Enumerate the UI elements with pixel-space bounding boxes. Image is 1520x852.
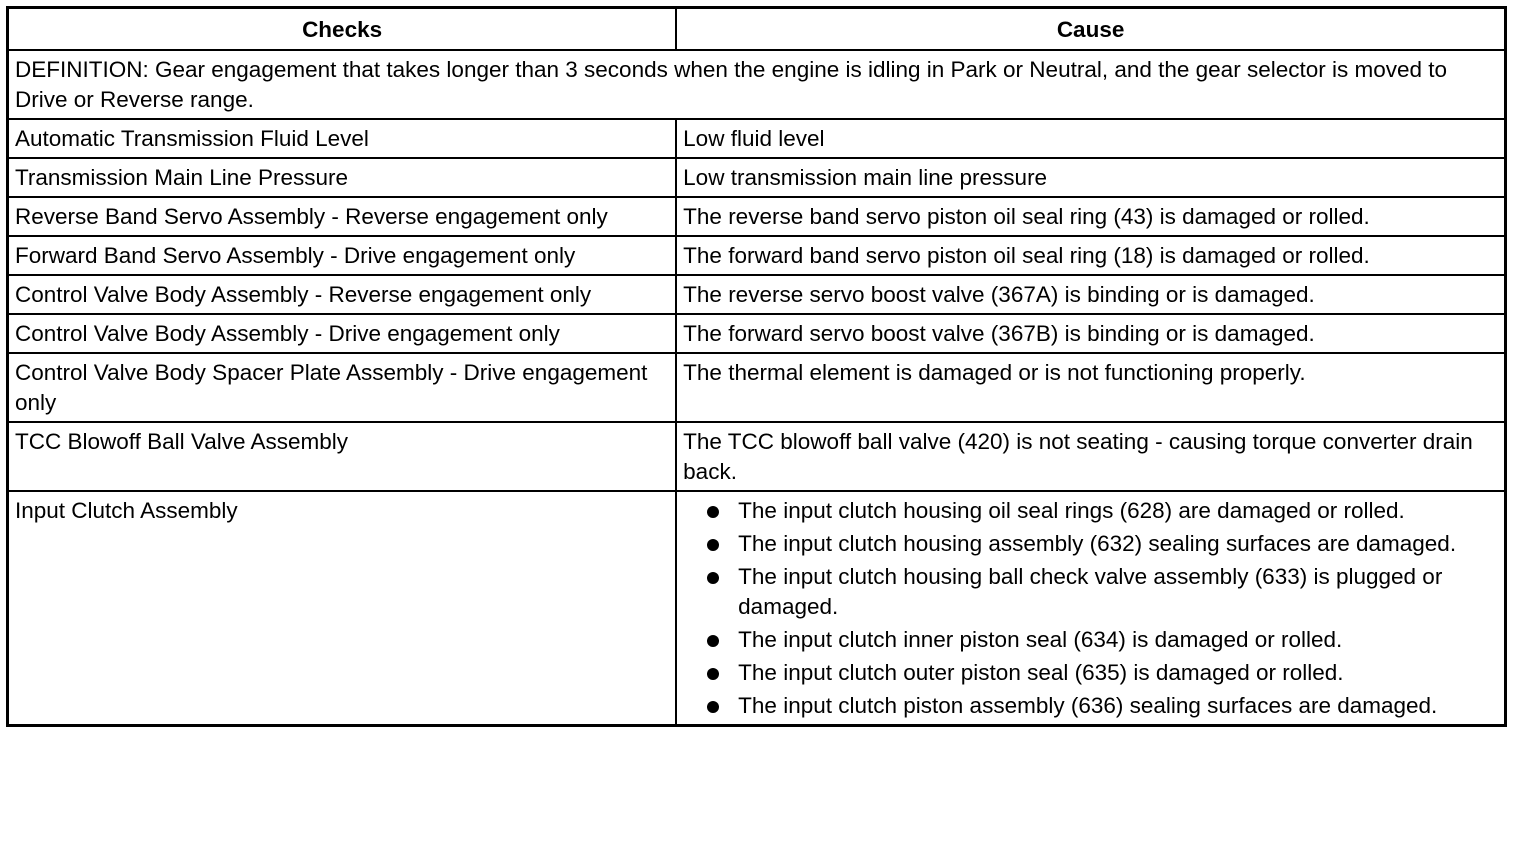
header-row [8,8,1506,51]
bullet-icon [707,668,719,680]
check-cell: Forward Band Servo Assembly - Drive engagement only [8,236,677,275]
cause-cell: The reverse servo boost valve (367A) is binding or is damaged. [676,275,1505,314]
table-row [8,275,1506,314]
diagnostic-table-page [6,6,1507,846]
bullet-icon [707,539,719,551]
check-cell: Control Valve Body Assembly - Drive engagement only [8,314,677,353]
table-row [8,422,1506,491]
cause-bullet-item [701,562,1498,622]
header-checks: Checks [8,8,677,51]
definition-row [8,50,1506,119]
diagnostic-table [6,6,1507,727]
cause-bullet-text: The input clutch inner piston seal (634) is damaged or rolled. [738,627,1343,652]
check-cell: Control Valve Body Assembly - Reverse engagement only [8,275,677,314]
table-row [8,158,1506,197]
cause-bullet-item [701,529,1498,559]
check-cell: TCC Blowoff Ball Valve Assembly [8,422,677,491]
cause-cell: The forward band servo piston oil seal ring (18) is damaged or rolled. [676,236,1505,275]
bullet-icon [707,701,719,713]
check-cell: Input Clutch Assembly [8,491,677,726]
table-row [8,236,1506,275]
cause-bullet-list [683,496,1498,721]
check-cell: Reverse Band Servo Assembly - Reverse engagement only [8,197,677,236]
table-row [8,314,1506,353]
cause-bullet-text: The input clutch housing assembly (632) sealing surfaces are damaged. [738,531,1457,556]
cause-cell: The thermal element is damaged or is not functioning properly. [676,353,1505,422]
definition-text: DEFINITION: Gear engagement that takes longer than 3 seconds when the engine is idling in Park or Neutral, and the gear selector is moved to Drive or Reverse range. [8,50,1506,119]
bullet-icon [707,635,719,647]
cause-cell-list [676,491,1505,726]
table-row [8,353,1506,422]
cause-cell: Low transmission main line pressure [676,158,1505,197]
cause-cell: The forward servo boost valve (367B) is binding or is damaged. [676,314,1505,353]
cause-bullet-text: The input clutch piston assembly (636) sealing surfaces are damaged. [738,693,1438,718]
bullet-icon [707,506,719,518]
table-row [8,119,1506,158]
table-row-input-clutch [8,491,1506,726]
table-row [8,197,1506,236]
cause-bullet-item [701,496,1498,526]
cause-bullet-item [701,625,1498,655]
cause-bullet-text: The input clutch housing ball check valve assembly (633) is plugged or damaged. [738,564,1443,619]
bullet-icon [707,572,719,584]
cause-bullet-text: The input clutch housing oil seal rings (628) are damaged or rolled. [738,498,1405,523]
cause-bullet-item [701,658,1498,688]
header-cause: Cause [676,8,1505,51]
cause-cell: The reverse band servo piston oil seal ring (43) is damaged or rolled. [676,197,1505,236]
check-cell: Automatic Transmission Fluid Level [8,119,677,158]
cause-cell: Low fluid level [676,119,1505,158]
cause-cell: The TCC blowoff ball valve (420) is not seating - causing torque converter drain back. [676,422,1505,491]
check-cell: Transmission Main Line Pressure [8,158,677,197]
cause-bullet-item [701,691,1498,721]
cause-bullet-text: The input clutch outer piston seal (635) is damaged or rolled. [738,660,1344,685]
check-cell: Control Valve Body Spacer Plate Assembly - Drive engagement only [8,353,677,422]
